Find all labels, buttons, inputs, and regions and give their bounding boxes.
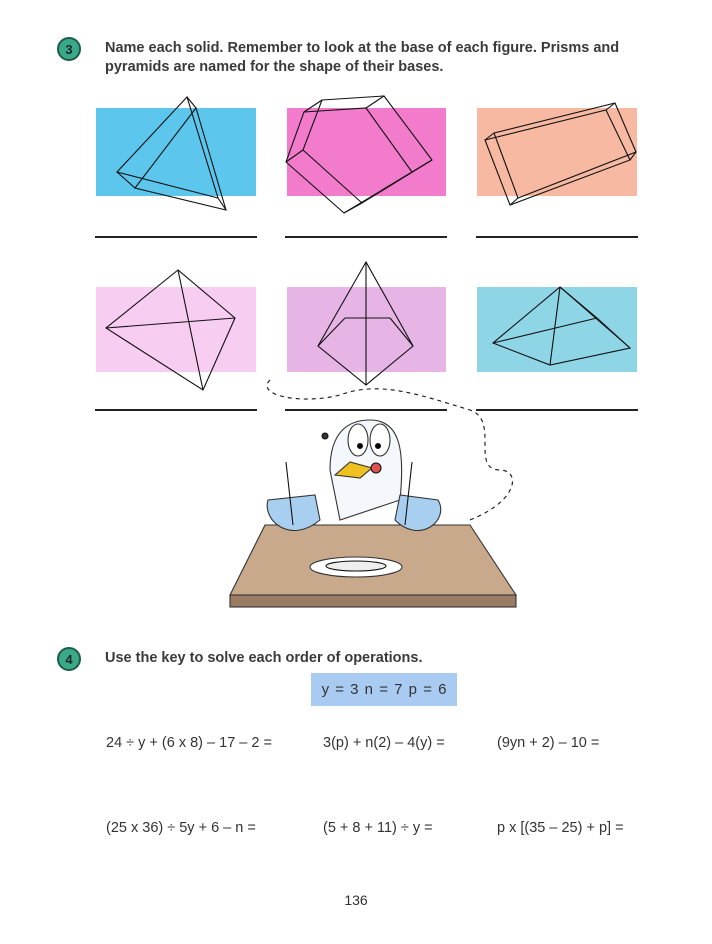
expression-4: (25 x 36) ÷ 5y + 6 – n = bbox=[106, 820, 256, 836]
expression-3: (9yn + 2) – 10 = bbox=[497, 735, 600, 751]
square-pyramid-top-view-figure bbox=[106, 270, 235, 390]
problem-3-badge: 3 bbox=[57, 37, 81, 61]
expression-1: 24 ÷ y + (6 x 8) – 17 – 2 = bbox=[106, 735, 272, 751]
duck-eating-illustration bbox=[230, 380, 516, 607]
square-pyramid-figure bbox=[493, 287, 630, 365]
pentagonal-prism-figure bbox=[286, 96, 432, 213]
problem-4-badge: 4 bbox=[57, 647, 81, 671]
expression-2: 3(p) + n(2) – 4(y) = bbox=[323, 735, 445, 751]
problem-3-instruction: Name each solid. Remember to look at the base of each figure. Prisms and pyramids are named for the shape of their bases. bbox=[105, 40, 620, 75]
expression-5: (5 + 8 + 11) ÷ y = bbox=[323, 820, 433, 836]
triangular-prism-figure bbox=[117, 97, 226, 210]
rectangular-prism-figure bbox=[485, 103, 636, 205]
variable-key-box: y = 3 n = 7 p = 6 bbox=[311, 673, 457, 706]
page-number: 136 bbox=[344, 892, 368, 908]
problem-4-instruction: Use the key to solve each order of operations. bbox=[105, 650, 423, 666]
expression-6: p x [(35 – 25) + p] = bbox=[497, 820, 624, 836]
triangular-pyramid-figure bbox=[318, 262, 413, 385]
